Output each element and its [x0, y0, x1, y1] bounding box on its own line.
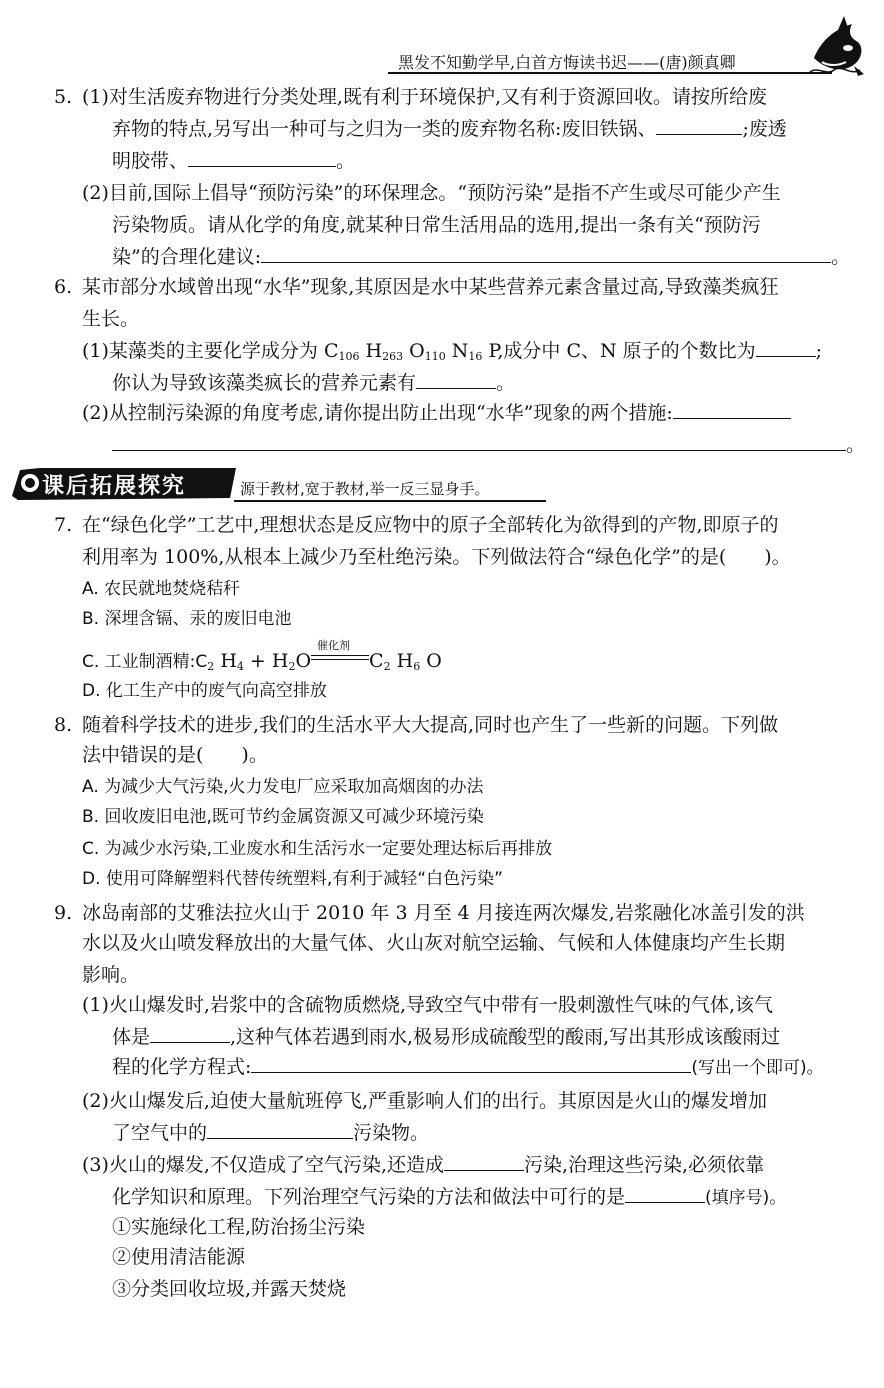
q6-number: 6.	[54, 276, 73, 298]
q7-option-a[interactable]: A. 农民就地焚烧秸秆	[82, 579, 241, 599]
answer-blank[interactable]	[656, 114, 742, 135]
answer-blank[interactable]	[625, 1182, 705, 1203]
answer-blank[interactable]	[112, 430, 846, 451]
q6-line2: 生长。	[82, 308, 140, 330]
q8-option-b[interactable]: B. 回收废旧电池,既可节约金属资源又可减少环境污染	[82, 807, 484, 827]
answer-blank[interactable]	[251, 1052, 691, 1073]
answer-blank[interactable]	[416, 368, 496, 389]
q8-option-d[interactable]: D. 使用可降解塑料代替传统塑料,有利于减轻“白色污染”	[82, 869, 503, 889]
answer-blank[interactable]	[673, 398, 791, 419]
catalyst-equals-sign: 催化剂	[311, 647, 369, 667]
section-subtitle: 源于教材,宽于教材,举一反三显身手。	[240, 480, 490, 498]
q9-option-3[interactable]: ③分类回收垃圾,并露天焚烧	[112, 1278, 347, 1300]
q5-part1-line2: 弃物的特点,另写出一种可与之归为一类的废弃物名称:废旧铁锅、 ;废透	[112, 114, 787, 144]
answer-blank[interactable]	[188, 146, 336, 167]
q6-part1-line1: (1)某藻类的主要化学成分为 $C_{106}$ $H_{263}$ $O_{110}$ $N_{16}$ P,成分中 C、N 原子的个数比为 ;	[82, 336, 822, 366]
q9-option-1[interactable]: ①实施绿化工程,防治扬尘污染	[112, 1216, 366, 1238]
q9-part2-line2: 了空气中的 污染物。	[112, 1118, 429, 1148]
q6-part1-line2: 你认为导致该藻类疯长的营养元素有 。	[112, 368, 515, 398]
q7-number: 7.	[54, 514, 73, 536]
q9-part1-line1: (1)火山爆发时,岩浆中的含硫物质燃烧,导致空气中带有一股刺激性气味的气体,该气	[82, 994, 774, 1016]
answer-blank[interactable]	[444, 1150, 524, 1171]
q5-part1-line3: 明胶带、 。	[112, 146, 355, 176]
section-rule	[234, 500, 546, 502]
q5-part2-line1: (2)目前,国际上倡导“预防污染”的环保理念。“预防污染”是指不产生或尽可能少产生	[82, 182, 781, 204]
q8-number: 8.	[54, 714, 73, 736]
q9-part2-line1: (2)火山爆发后,迫使大量航班停飞,严重影响人们的出行。其原因是火山的爆发增加	[82, 1090, 767, 1112]
q9-line3: 影响。	[82, 964, 140, 986]
q9-line1: 冰岛南部的艾雅法拉火山于 2010 年 3 月至 4 月接连两次爆发,岩浆融化冰盖引发的洪	[82, 902, 805, 924]
header-rule	[388, 72, 832, 74]
q9-option-2[interactable]: ②使用清洁能源	[112, 1246, 246, 1268]
q8-line1: 随着科学技术的进步,我们的生活水平大大提高,同时也产生了一些新的问题。下列做	[82, 714, 779, 736]
section-title: 课后拓展探究	[42, 474, 187, 499]
q9-part1-line3: 程的化学方程式: (写出一个即可)。	[112, 1052, 824, 1082]
q5-part1-line1: (1)对生活废弃物进行分类处理,既有利于环境保护,又有利于资源回收。请按所给废	[82, 86, 767, 108]
q9-part1-line2: 体是 ,这种气体若遇到雨水,极易形成硫酸型的酸雨,写出其形成该酸雨过	[112, 1022, 780, 1052]
answer-blank[interactable]	[261, 242, 831, 263]
q7-option-d[interactable]: D. 化工生产中的废气向高空排放	[82, 681, 327, 701]
q8-option-a[interactable]: A. 为减少大气污染,火力发电厂应采取加高烟囱的办法	[82, 777, 484, 797]
q8-option-c[interactable]: C. 为减少水污染,工业废水和生活污水一定要处理达标后再排放	[82, 839, 553, 859]
q9-number: 9.	[54, 902, 73, 924]
q7-line1: 在“绿色化学”工艺中,理想状态是反应物中的原子全部转化为欲得到的产物,即原子的	[82, 514, 779, 536]
q9-line2: 水以及火山喷发释放出的大量气体、火山灰对航空运输、气候和人体健康均产生长期	[82, 932, 786, 954]
q6-part2-line2: 。	[112, 430, 865, 460]
q9-part3-line2: 化学知识和原理。下列治理空气污染的方法和做法中可行的是 (填序号)。	[112, 1182, 786, 1212]
answer-blank[interactable]	[150, 1022, 230, 1043]
q5-part2-line3: 染”的合理化建议: 。	[112, 242, 850, 272]
header-quote: 黑发不知勤学早,白首方悔读书迟——(唐)颜真卿	[398, 53, 736, 72]
q6-part2-line1: (2)从控制污染源的角度考虑,请你提出防止出现“水华”现象的两个措施:	[82, 398, 791, 428]
answer-blank[interactable]	[207, 1118, 353, 1139]
q9-part3-line1: (3)火山的爆发,不仅造成了空气污染,还造成 污染,治理这些污染,必须依靠	[82, 1150, 764, 1180]
q8-line2: 法中错误的是( )。	[82, 744, 268, 766]
q6-line1: 某市部分水域曾出现“水华”现象,其原因是水中某些营养元素含量过高,导致藻类疯狂	[82, 276, 779, 298]
q7-line2: 利用率为 100%,从根本上减少乃至杜绝污染。下列做法符合“绿色化学”的是( )。	[82, 546, 791, 568]
q5-number: 5.	[54, 86, 73, 108]
answer-blank[interactable]	[756, 336, 816, 357]
orca-icon	[808, 14, 868, 78]
q5-part2-line2: 污染物质。请从化学的角度,就某种日常生活用品的选用,提出一条有关“预防污	[112, 214, 761, 236]
q7-option-c[interactable]: C. 工业制酒精$:C_2$ $H_4 + H_2O$ 催化剂 $C_2$ $H_6$ O	[82, 639, 442, 673]
q7-option-b[interactable]: B. 深埋含镉、汞的废旧电池	[82, 609, 292, 629]
